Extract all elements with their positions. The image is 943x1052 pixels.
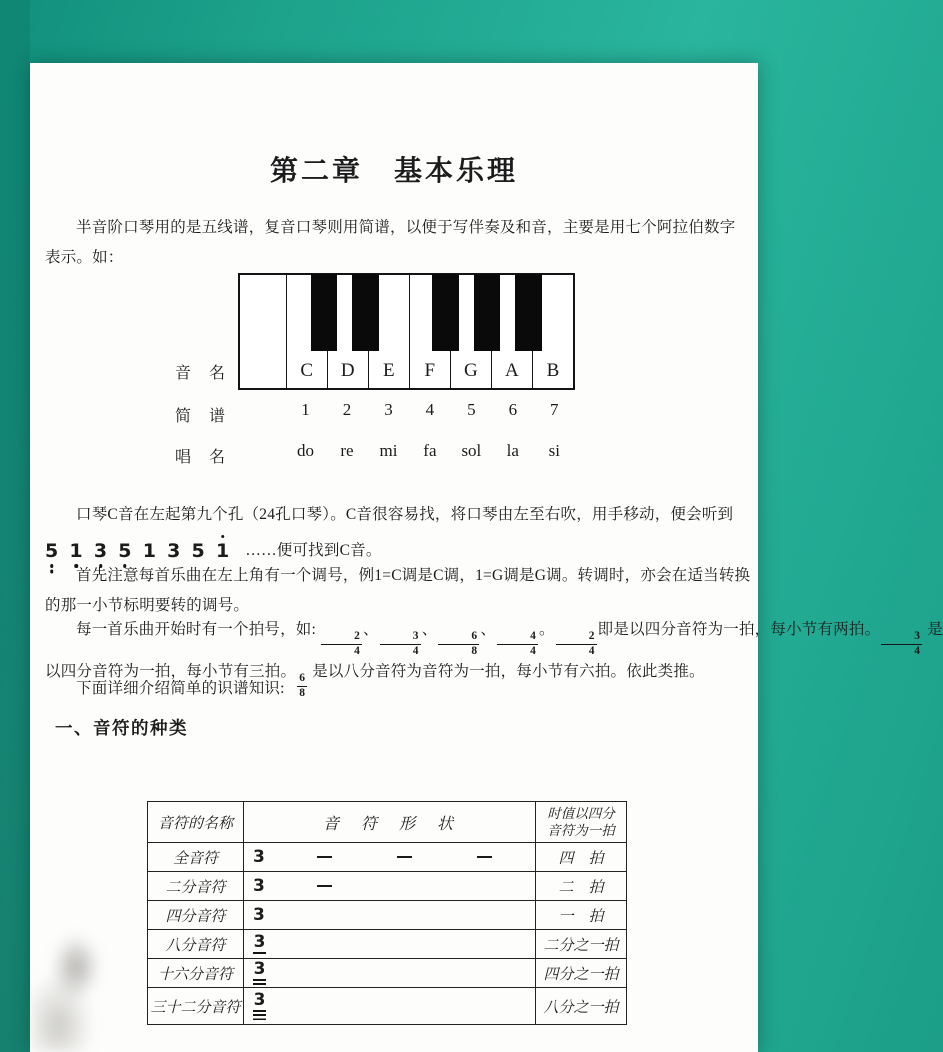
jianpu-number: 7 — [550, 400, 559, 419]
jianpu-number: 5 — [467, 400, 476, 419]
note-name-cell: 四分音符 — [148, 901, 244, 929]
table-row — [148, 871, 626, 900]
key-signature-line-2: 的那一小节标明要转的调号。 — [45, 597, 250, 614]
meter-line-1 — [45, 615, 943, 657]
note-name-cell: 八分音符 — [148, 930, 244, 958]
solfege-syllable: re — [340, 441, 354, 460]
note-shape-cell — [244, 959, 536, 987]
duration-dash — [317, 885, 332, 888]
key-letter: E — [382, 360, 395, 381]
transition-line: 下面详细介绍简单的识谱知识: — [76, 680, 285, 697]
intro-line-1: 半音阶口琴用的是五线谱，复音口琴则用简谱，以便于写伴奏及和音，主要是用七个阿拉伯数字 — [76, 219, 736, 236]
note-shape-cell — [244, 930, 536, 958]
table-header-row — [148, 802, 626, 842]
list-separator: 、 — [363, 621, 379, 638]
solfege-syllable: do — [297, 441, 315, 460]
meter-text: 以四分音符为一拍，每小节有三拍。 — [45, 663, 297, 680]
jianpu-number: 4 — [425, 400, 435, 419]
note-shape-cell — [244, 988, 536, 1024]
note-shape-cell — [244, 901, 536, 929]
note-name-cell: 全音符 — [148, 843, 244, 871]
jianpu-symbol: 3 — [253, 846, 265, 867]
duration-cell: 一 拍 — [558, 908, 604, 925]
key-letter: G — [464, 360, 478, 381]
duration-dash — [477, 856, 492, 859]
duration-cell: 四 拍 — [558, 850, 604, 867]
solfege-syllable: fa — [423, 441, 437, 460]
meter-text: 每一首乐曲开始时有一个拍号，如: — [76, 621, 321, 638]
meter-text: 即是以四分音符为一拍，每小节有两拍。 — [597, 621, 881, 638]
note-name-cell: 二分音符 — [148, 872, 244, 900]
solfege-syllable: si — [548, 441, 560, 460]
section-heading: 一、音符的种类 — [55, 718, 188, 738]
time-signature-2-4: $\frac{2}{4}$ — [556, 631, 597, 657]
find-c-paragraph — [45, 500, 747, 569]
book-page — [30, 63, 943, 1052]
key-letter: B — [546, 360, 560, 381]
black-key-a-sharp — [515, 274, 542, 351]
underline-marks — [253, 979, 266, 985]
list-separator: 、 — [480, 621, 497, 638]
piano-keyboard-figure — [238, 273, 575, 390]
jianpu-symbol: 3 — [253, 961, 266, 986]
row-label-jianpu: 简 谱 — [175, 408, 227, 425]
solfege-syllable: mi — [379, 441, 398, 460]
time-signature-3-4: $\frac{3}{4}$ — [380, 631, 421, 657]
jianpu-number: 3 — [384, 400, 393, 419]
jianpu-symbol: 3 — [253, 934, 266, 955]
note-shape-cell — [244, 843, 536, 871]
duration-cell: 二分之一拍 — [543, 937, 619, 954]
duration-cell: 八分之一拍 — [543, 999, 619, 1016]
note-shape-cell — [244, 872, 536, 900]
table-row — [148, 929, 626, 958]
table-row — [148, 958, 626, 987]
solfege-cell-empty — [238, 441, 285, 461]
key-letter: A — [505, 360, 519, 381]
key-letter: C — [300, 360, 314, 381]
full-stop: 。 — [539, 621, 555, 638]
jianpu-number: 2 — [342, 400, 352, 419]
find-c-tail-text: ……便可找到C音。 — [245, 542, 382, 559]
solfege-row — [238, 441, 575, 461]
black-key-f-sharp — [432, 274, 459, 351]
row-label-solfege: 唱 名 — [175, 449, 227, 466]
black-key-c-sharp — [311, 274, 338, 351]
black-key-g-sharp — [474, 274, 501, 351]
chapter-title: 第二章 基本乐理 — [269, 155, 518, 186]
list-separator: 、 — [421, 621, 438, 638]
jianpu-note: 5 — [45, 539, 59, 562]
table-row — [148, 987, 626, 1024]
jianpu-number: 6 — [508, 400, 518, 419]
jianpu-note: 3 — [93, 539, 108, 562]
time-signature-6-8: $\frac{6}{8}$ — [299, 672, 306, 699]
duration-cell: 二 拍 — [558, 879, 604, 896]
jianpu-symbol: 3 — [253, 904, 265, 925]
jianpu-note: 1 — [142, 539, 157, 562]
table-row — [148, 900, 626, 929]
jianpu-note: 3 — [167, 539, 181, 562]
table-row — [148, 842, 626, 871]
find-c-line-1: 口琴C音在左起第九个孔（24孔口琴）。C音很容易找，将口琴由左至右吹，用手移动，便会听到 — [76, 506, 734, 523]
time-signature-3-4: $\frac{3}{4}$ — [881, 631, 922, 657]
row-label-note-name: 音 名 — [175, 365, 227, 382]
intro-paragraph — [45, 213, 747, 273]
meter-text: 是以八分音符为音符为一拍，每小节有六拍。依此类推。 — [308, 663, 705, 680]
note-name-cell: 十六分音符 — [148, 959, 244, 987]
key-signature-line-1: 首先注意每首乐曲在左上角有一个调号，例1=C调是C调，1=G调是G调。转调时，亦会在适当转换 — [76, 567, 751, 584]
jianpu-note: 5 — [118, 539, 132, 562]
header-note-shape: 音 符 形 状 — [244, 802, 536, 842]
jianpu-symbol: 3 — [253, 992, 266, 1021]
key-signature-paragraph — [45, 561, 751, 621]
jianpu-note: 1 — [215, 539, 230, 562]
time-signature-6-8: $\frac{6}{8}$ — [438, 631, 479, 657]
note-value-table — [147, 801, 627, 1025]
note-name-cell: 三十二分音符 — [148, 988, 244, 1024]
key-letter: F — [424, 360, 436, 381]
white-key-blank — [240, 275, 287, 388]
black-key-d-sharp — [352, 274, 379, 351]
header-note-value: 时值以四分 音符为一拍 — [547, 806, 615, 838]
key-letter: D — [340, 360, 355, 381]
jianpu-number: 1 — [301, 400, 310, 419]
jianpu-symbol: 3 — [253, 875, 265, 896]
solfege-syllable: sol — [461, 441, 482, 460]
time-signature-4-4: $\frac{4}{4}$ — [497, 631, 538, 657]
jianpu-note: 5 — [191, 539, 205, 562]
transition-paragraph — [45, 674, 747, 704]
intro-line-2: 表示。如： — [45, 249, 124, 266]
jianpu-number-row — [238, 400, 575, 420]
jianpu-note: 1 — [69, 539, 83, 562]
jianpu-cell-empty — [238, 400, 285, 420]
time-signature-2-4: $\frac{2}{4}$ — [321, 631, 362, 657]
meter-text: 是 — [923, 621, 943, 638]
header-note-name: 音符的名称 — [148, 802, 244, 842]
solfege-syllable: la — [506, 441, 519, 460]
scan-ghost-artifact — [30, 915, 125, 1052]
underline-marks — [253, 1010, 266, 1020]
duration-dash — [317, 856, 332, 859]
duration-dash — [397, 856, 412, 859]
duration-cell: 四分之一拍 — [543, 966, 619, 983]
underline-marks — [253, 952, 266, 954]
